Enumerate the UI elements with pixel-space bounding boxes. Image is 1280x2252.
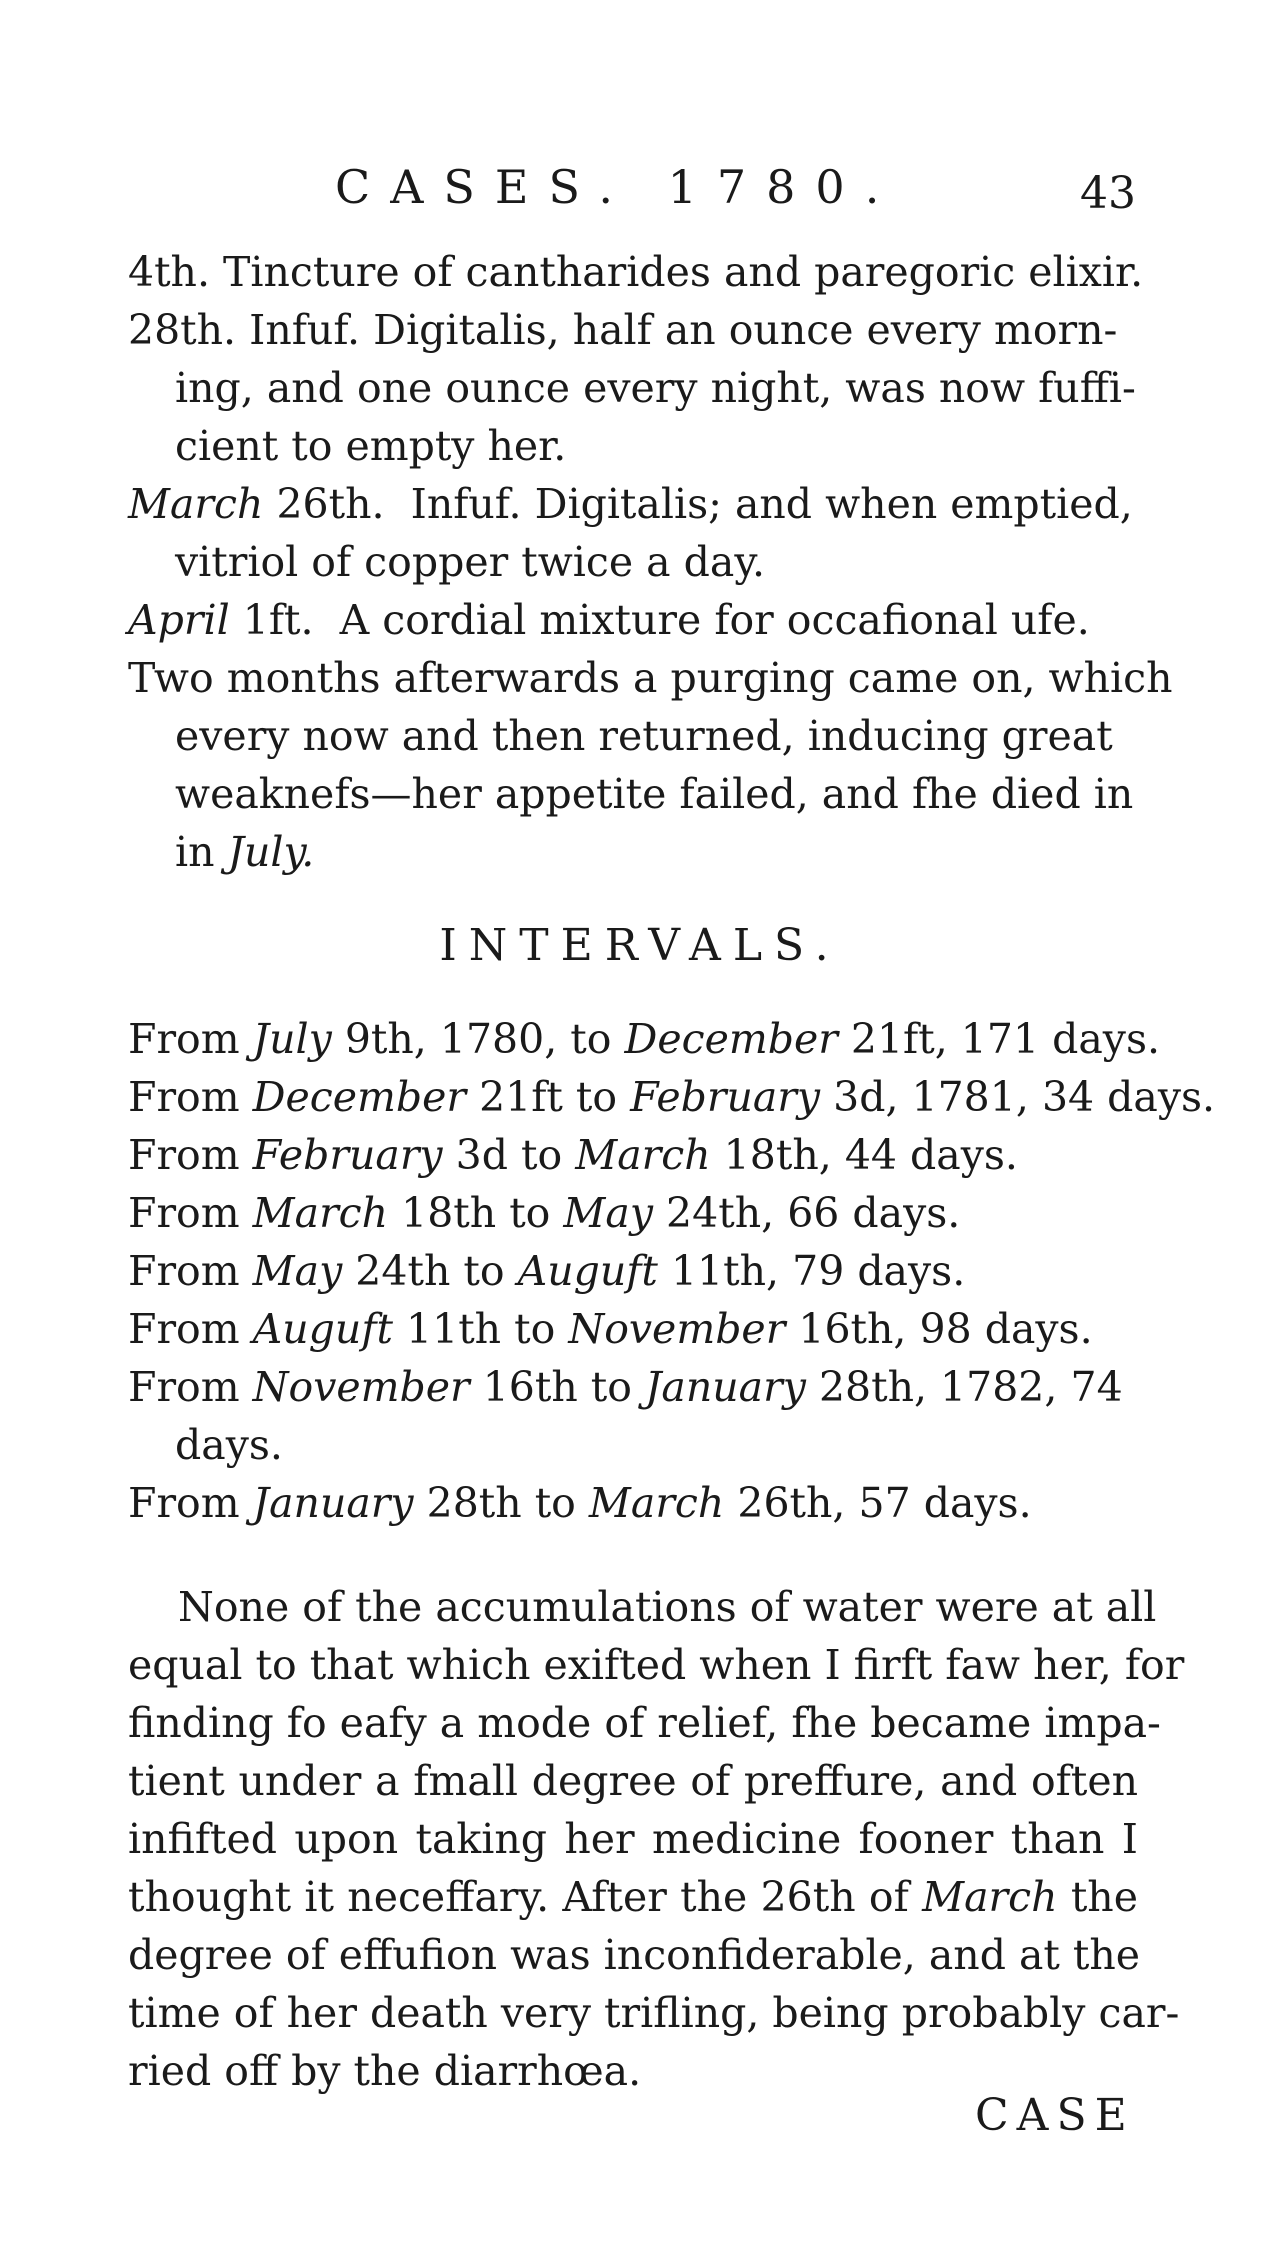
paragraph-line: finding fo eafy a mode of relief, fhe became impa- bbox=[128, 1699, 1161, 1747]
interval-row: From March 18th to May 24th, 66 days. bbox=[128, 1189, 961, 1237]
page-number: 43 bbox=[1080, 168, 1136, 219]
entry-line: March 26th. Infuf. Digitalis; and when emptied, bbox=[128, 480, 1133, 528]
interval-row-continuation: days. bbox=[175, 1421, 283, 1469]
entry-line: weaknefs—her appetite failed, and fhe died in bbox=[175, 770, 1134, 818]
entry-line: 28th. Infuf. Digitalis, half an ounce every morn- bbox=[128, 306, 1118, 354]
paragraph-line: infifted upon taking her medicine fooner than I bbox=[128, 1815, 1138, 1863]
paragraph-line: degree of effufion was inconfiderable, and at the bbox=[128, 1931, 1141, 1979]
interval-row: From January 28th to March 26th, 57 days. bbox=[128, 1479, 1032, 1527]
paragraph-line: ried off by the diarrhœa. bbox=[128, 2047, 642, 2095]
entry-line: 4th. Tincture of cantharides and paregoric elixir. bbox=[128, 248, 1144, 296]
interval-row: From May 24th to Auguft 11th, 79 days. bbox=[128, 1247, 966, 1295]
running-title: CASES. 1780. bbox=[335, 160, 900, 214]
paragraph-line: tient under a fmall degree of preffure, and often bbox=[128, 1757, 1138, 1805]
entry-line: ing, and one ounce every night, was now fuffi- bbox=[175, 364, 1136, 412]
entry-line: cient to empty her. bbox=[175, 422, 567, 470]
paragraph-line: equal to that which exifted when I firft faw her, for bbox=[128, 1641, 1185, 1689]
entry-line: Two months afterwards a purging came on, which bbox=[128, 654, 1173, 702]
page-header bbox=[0, 150, 1280, 230]
entry-line: April 1ft. A cordial mixture for occafional ufe. bbox=[128, 596, 1090, 644]
entry-line: vitriol of copper twice a day. bbox=[175, 538, 766, 586]
paragraph-line: thought it neceffary. After the 26th of March the bbox=[128, 1873, 1138, 1921]
entry-line: in July. bbox=[175, 828, 315, 876]
paragraph-line: None of the accumulations of water were at all bbox=[178, 1583, 1157, 1631]
intervals-heading: INTERVALS. bbox=[439, 920, 841, 971]
interval-row: From Auguft 11th to November 16th, 98 days. bbox=[128, 1305, 1093, 1353]
interval-row: From February 3d to March 18th, 44 days. bbox=[128, 1131, 1018, 1179]
interval-row: From November 16th to January 28th, 1782, 74 bbox=[128, 1363, 1123, 1411]
paragraph-line: time of her death very trifling, being probably car- bbox=[128, 1989, 1180, 2037]
entry-line: every now and then returned, inducing great bbox=[175, 712, 1113, 760]
interval-row: From July 9th, 1780, to December 21ft, 171 days. bbox=[128, 1015, 1161, 1063]
catchword: CASE bbox=[975, 2090, 1135, 2141]
interval-row: From December 21ft to February 3d, 1781, 34 days. bbox=[128, 1073, 1216, 1121]
